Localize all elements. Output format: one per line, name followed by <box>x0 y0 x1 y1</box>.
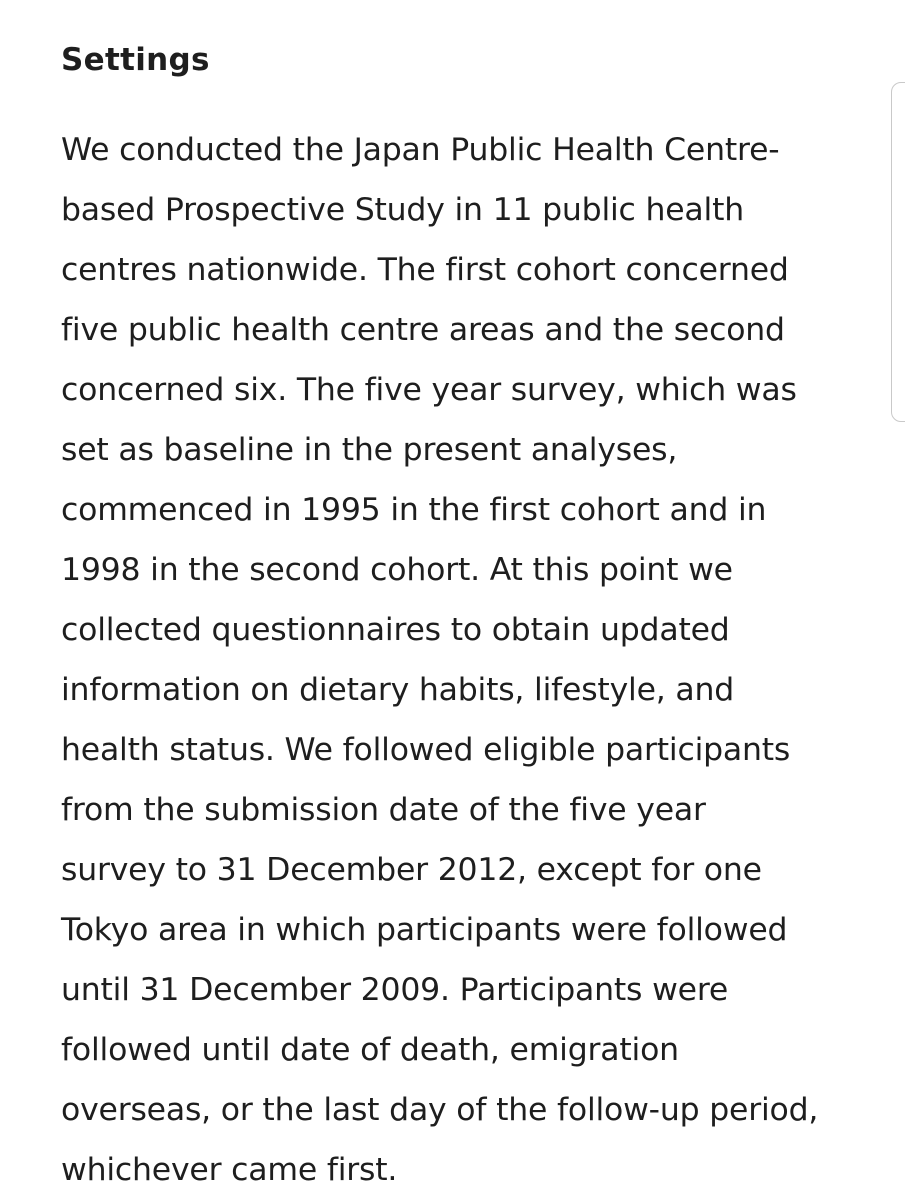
paragraph-line: until 31 December 2009. Participants were <box>61 972 729 1008</box>
paragraph-line: based Prospective Study in 11 public health <box>61 192 745 228</box>
paragraph-line: centres nationwide. The first cohort concerned <box>61 252 789 288</box>
section-paragraph <box>61 120 861 1200</box>
paragraph-line: survey to 31 December 2012, except for one <box>61 852 762 888</box>
paragraph-line: whichever came first. <box>61 1152 398 1188</box>
paragraph-line: Tokyo area in which participants were followed <box>61 912 788 948</box>
paragraph-line: set as baseline in the present analyses, <box>61 432 678 468</box>
scrollbar-handle[interactable] <box>891 82 905 422</box>
paragraph-line: followed until date of death, emigration <box>61 1032 679 1068</box>
section-heading: Settings <box>61 42 210 78</box>
paragraph-line: five public health centre areas and the second <box>61 312 785 348</box>
paragraph-line: We conducted the Japan Public Health Centre- <box>61 132 780 168</box>
paragraph-line: concerned six. The five year survey, which was <box>61 372 797 408</box>
paragraph-line: from the submission date of the five year <box>61 792 706 828</box>
paragraph-line: collected questionnaires to obtain updated <box>61 612 730 648</box>
paragraph-line: information on dietary habits, lifestyle, and <box>61 672 735 708</box>
paragraph-line: overseas, or the last day of the follow-up period, <box>61 1092 819 1128</box>
paragraph-line: health status. We followed eligible participants <box>61 732 791 768</box>
paragraph-line: commenced in 1995 in the first cohort and in <box>61 492 767 528</box>
paragraph-line: 1998 in the second cohort. At this point we <box>61 552 733 588</box>
